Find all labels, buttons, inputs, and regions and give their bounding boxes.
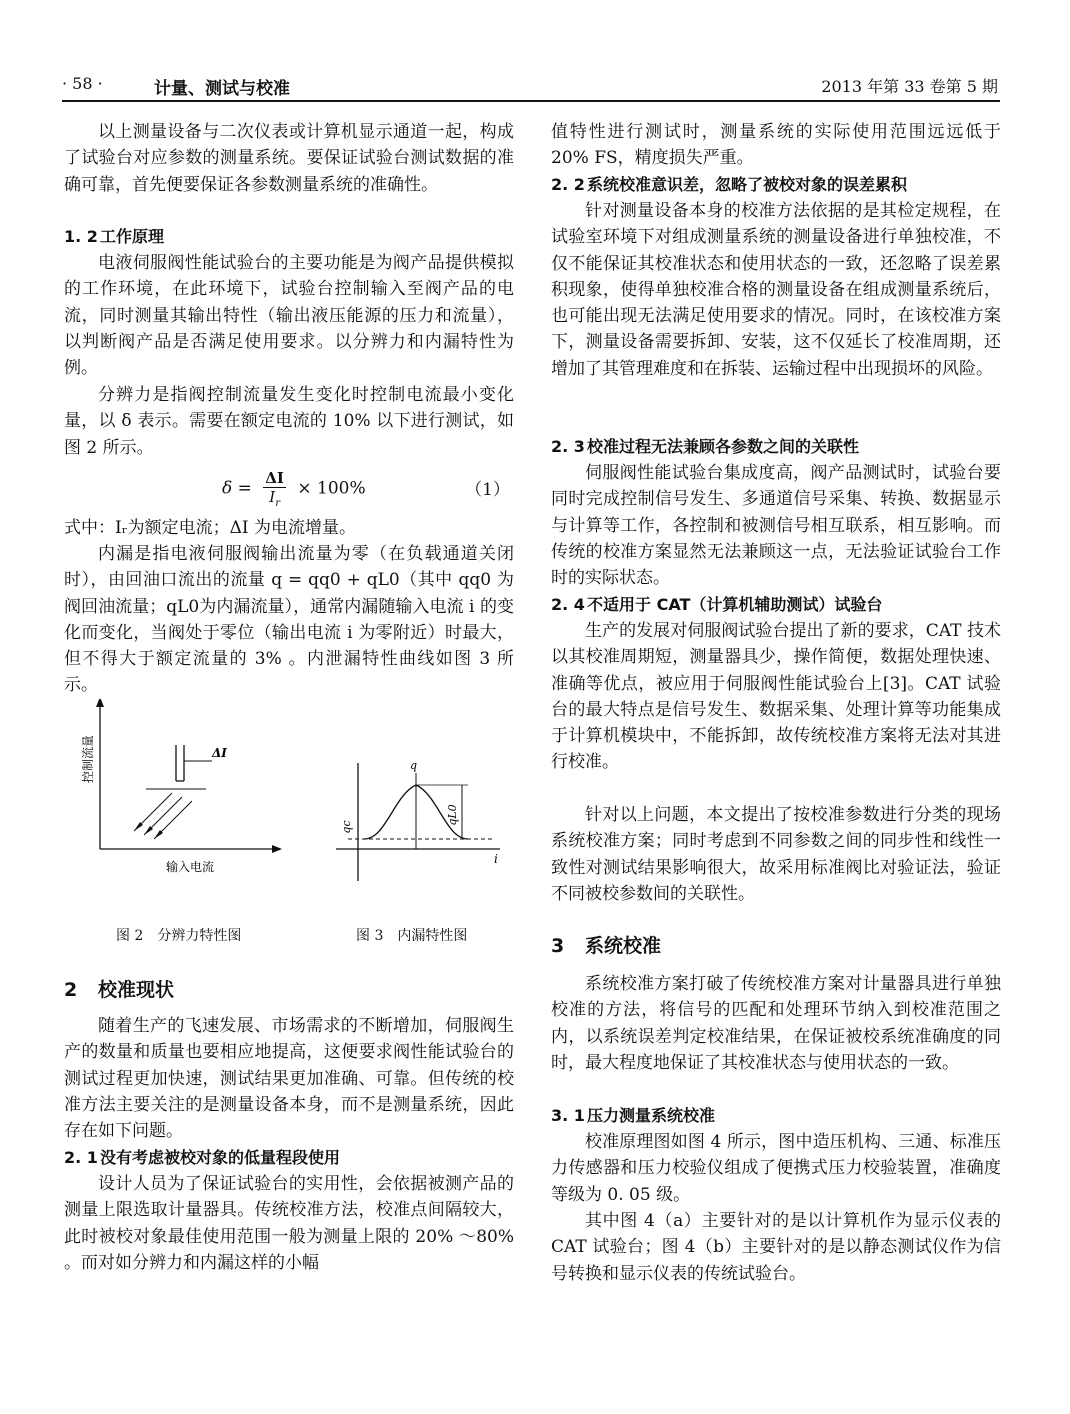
section-heading-2-4 [551,592,1001,618]
section-title: 系统校准 [585,935,662,957]
section-title: 校准现状 [98,979,175,1001]
section-number: 2 [64,979,78,1001]
section-title: 工作原理 [100,227,165,246]
fig2-x-label: 输入电流 [165,860,215,874]
paragraph: 其中图 4（a）主要针对的是以计算机作为显示仪表的 CAT 试验台；图 4（b）主要针对的是以静态测试仪作为信号转换和显示仪表的传统试验台。 [551,1211,1001,1284]
paragraph: 分辨力是指阀控制流量发生变化时控制电流最小变化量，以 δ 表示。需要在额定电流的 10% 以下进行测试，如图 2 所示。 [64,385,514,458]
section-number: 3 [551,935,565,957]
fig2-x-arrow [272,845,282,853]
section-heading-3 [551,907,1001,971]
section-number: 1. 2 [64,227,98,246]
section-title: 压力测量系统校准 [587,1106,716,1125]
paragraph: 系统校准方案打破了传统校准方案对计量器具进行单独校准的方法，将信号的匹配和处理环节纳入到校准范围之内，以系统误差判定校准结果，在保证被校系统准确度的同时，最大程度地保证了其校准状态与使用状态的一致。 [551,974,1001,1073]
paragraph: 校准原理图如图 4 所示，图中造压机构、三通、标准压力传感器和压力校验仪组成了便携式压力校验装置，准确度等级为 0. 05 级。 [551,1132,1001,1205]
journal-section-title: 计量、测试与校准 [154,79,290,99]
figures-2-3 [64,699,514,975]
denominator-subscript: r [275,498,280,509]
paragraph: 内漏是指电液伺服阀输出流量为零（在负载通道关闭时），由回油口流出的流量 q = qq0 + qL0（其中 qq0 为阀回油流量；qL0为内漏流量），通常内漏随输入电流 i 的变化而变化，当阀处于零位（输出电流 i 为零附近）时最大，但不得大于额定流量的 3% 。内泄漏特性曲线如图 3 所示。 [64,544,514,696]
section-title: 不适用于 CAT（计算机辅助测试）试验台 [587,595,883,614]
section-heading-3-1 [551,1103,1001,1129]
paragraph: 伺服阀性能试验台集成度高，阀产品测试时，试验台要同时完成控制信号发生、多通道信号采集、转换、数据显示与计算等工作，各控制和被测信号相互联系，相互影响。而传统的校准方案显然无法兼顾这一点，无法验证试验台工作时的实际状态。 [551,463,1001,589]
fig3-ql0-label: qL0 [446,804,459,826]
paragraph: 以上测量设备与二次仪表或计算机显示通道一起，构成了试验台对应参数的测量系统。要保证试验台测试数据的准确可靠，首先便要保证各参数测量系统的准确性。 [64,122,514,195]
equation-numerator: ΔI [265,469,284,487]
paragraph: 设计人员为了保证试验台的实用性，会依据被测产品的测量上限选取计量器具。传统校准方法，校准点间隔较大，此时被校对象最佳使用范围一般为测量上限的 20% ～80% 。而对如分辨力和内漏这样的小幅 [64,1174,514,1273]
section-title: 校准过程无法兼顾各参数之间的关联性 [587,437,860,456]
fig2-y-label: 控制流量 [81,734,95,784]
section-heading-2-1 [64,1145,514,1171]
section-heading-2 [64,975,514,1013]
section-title: 系统校准意识差，忽略了被校对象的误差累积 [587,175,908,194]
equation-denominator [263,488,286,509]
page-number: · 58 · [62,74,103,93]
equation-tail: × 100% [297,478,366,499]
denominator-symbol: I [269,488,276,506]
left-column [64,119,514,1276]
paragraph: 针对以上问题，本文提出了按校准参数进行分类的现场系统校准方案；同时考虑到不同参数之间的同步性和线性一致性对测试结果影响很大，故采用标准阀比对验证法，验证不同被校参数间的关联性。 [551,805,1001,904]
paragraph: 电液伺服阀性能试验台的主要功能是为阀产品提供模拟的工作环境，在此环境下，试验台控制输入至阀产品的电流，同时测量其输出特性（输出液压能源的压力和流量），以判断阀产品是否满足使用要求。以分辨力和内漏特性为例。 [64,253,514,379]
section-heading-1-2 [64,224,514,250]
fig3-i-label: i [494,852,498,866]
figure-3-caption: 图 3 内漏特性图 [356,928,468,944]
fig2-y-arrow [96,699,104,707]
paragraph: 值特性进行测试时，测量系统的实际使用范围远远低于 20% FS，精度损失严重。 [551,122,1001,169]
section-title: 没有考虑被校对象的低量程段使用 [100,1148,341,1167]
figure-2-caption: 图 2 分辨力特性图 [116,928,242,944]
paragraph: 式中：Iᵣ为额定电流；ΔI 为电流增量。 [64,518,357,538]
figure-drawings [64,699,514,919]
fig3-q-label: q [410,759,418,772]
section-number: 2. 2 [551,175,585,194]
equation-lhs: δ = [222,478,252,499]
section-heading-2-2 [551,172,1001,198]
header-rule [62,100,1000,102]
section-number: 3. 1 [551,1106,585,1125]
paragraph: 生产的发展对伺服阀试验台提出了新的要求，CAT 技术以其校准周期短，测量器具少，操作简便，数据处理快速、准确等优点，被应用于伺服阀性能试验台上[3]。CAT 试验台的最大特点是信号发生、数据采集、处理计算等功能集成于计算机模块中，不能拆卸，故传统校准方案将无法对其进行校准。 [551,621,1001,773]
section-number: 2. 3 [551,437,585,456]
fig2-delta-label: ΔI [212,746,227,760]
right-column [551,119,1001,1287]
section-number: 2. 1 [64,1148,98,1167]
running-header [62,74,998,100]
fig3-qc-label: qc [340,820,353,834]
section-number: 2. 4 [551,595,585,614]
equation-number: （1） [465,480,510,500]
paragraph: 针对测量设备本身的校准方法依据的是其检定规程，在试验室环境下对组成测量系统的测量设备进行单独校准，不仅不能保证其校准状态和使用状态的一致，还忽略了误差累积现象，使得单独校准合格的测量设备在组成测量系统后，也可能出现无法满足使用要求的情况。同时，在该校准方案下，测量设备需要拆卸、安装，这不仅延长了校准周期，还增加了其管理难度和在拆装、运输过程中出现损坏的风险。 [551,201,1001,379]
equation-1 [64,463,514,513]
paragraph: 随着生产的飞速发展、市场需求的不断增加，伺服阀生产的数量和质量也要相应地提高，这便要求阀性能试验台的测试过程更加快速，测试结果更加准确、可靠。但传统的校准方法主要关注的是测量设备本身，而不是测量系统，因此存在如下问题。 [64,1016,514,1142]
issue-info: 2013 年第 33 卷第 5 期 [821,77,998,96]
section-heading-2-3 [551,434,1001,460]
equation-fraction [263,469,286,509]
equation-body [222,469,366,509]
